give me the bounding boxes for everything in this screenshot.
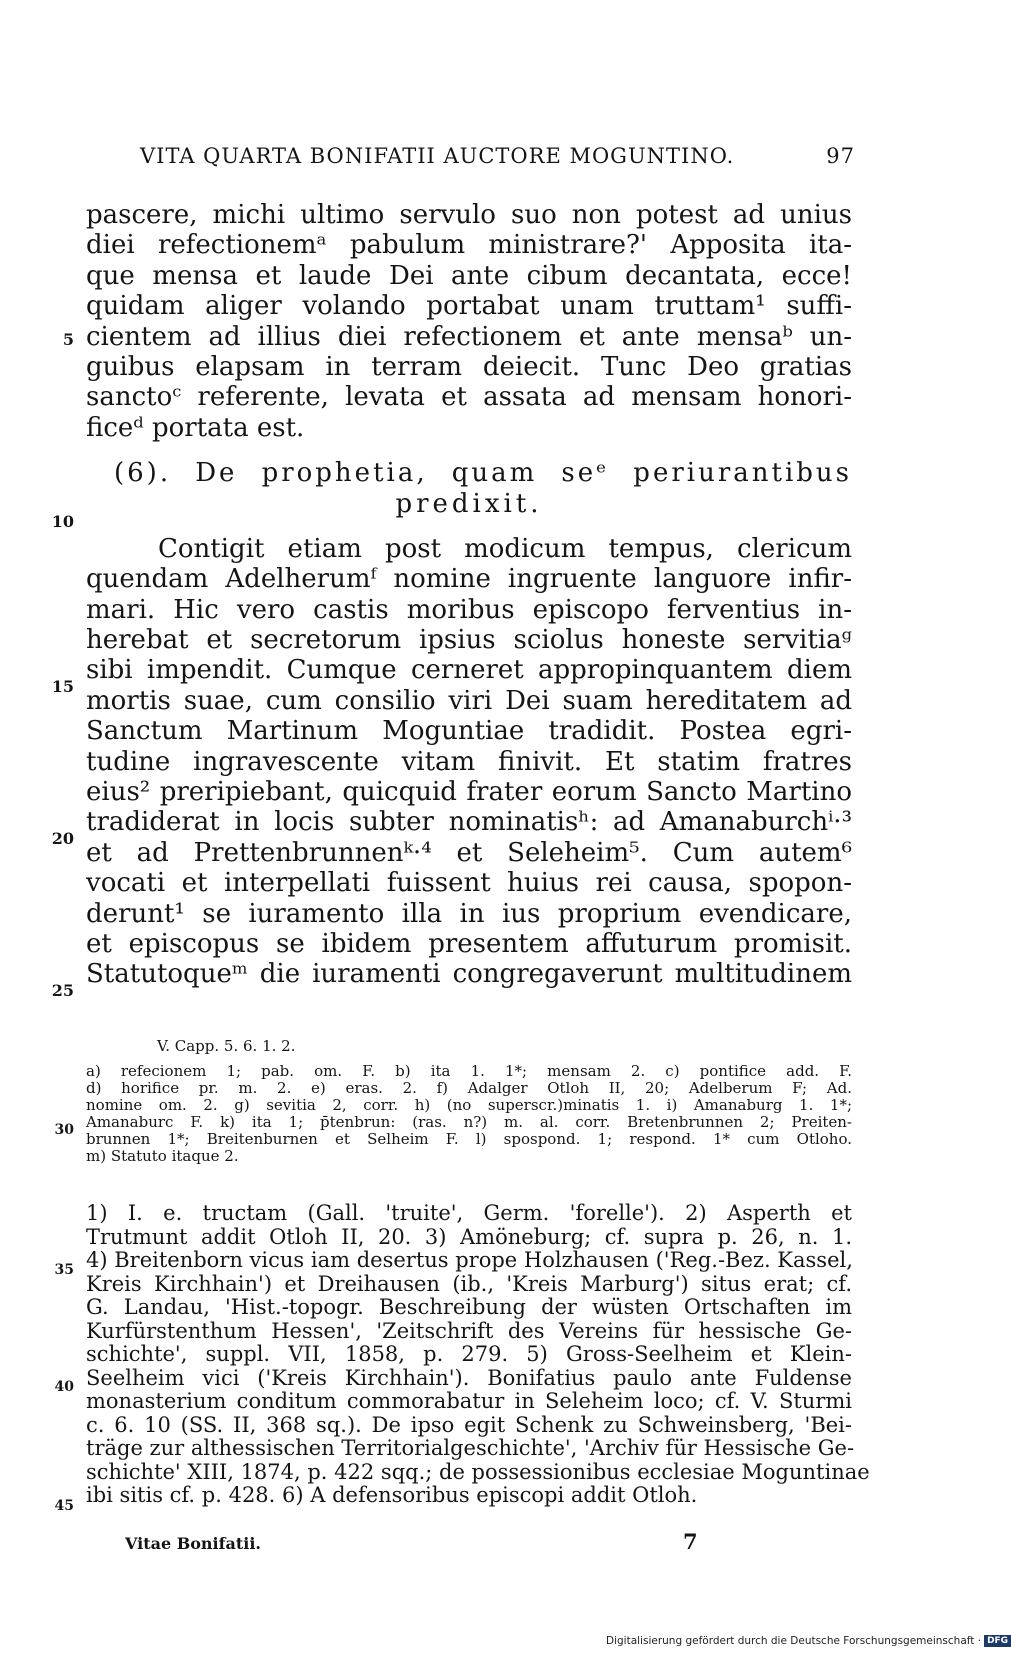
text-line: tudine ingravescente vitam finivit. Et statim fratres (86, 746, 852, 777)
funding-note (606, 1635, 1011, 1647)
text-line: et episcopus se ibidem presentem affuturum promisit. (86, 928, 852, 959)
text-line: que mensa et laude Dei ante cibum decantata, ecce! (86, 260, 852, 291)
text-line: quendam Adelherumᶠ nomine ingruente languore infir- (86, 564, 852, 595)
text-line: derunt¹ se iuramento illa in ius proprium evendicare, (86, 898, 852, 929)
line-number: 10 (51, 512, 74, 531)
footnote-line: 1) I. e. tructam (Gall. 'truite', Germ. 'forelle'). 2) Asperth et (86, 1201, 852, 1225)
chapter-heading: (6). De prophetia, quam seᵉ periurantibus (114, 458, 852, 489)
apparatus-line: a) refecionem 1; pab. om. F. b) ita 1. 1*; mensam 2. c) pontifice add. F. (86, 1062, 852, 1080)
footnote-line: Seelheim vici ('Kreis Kirchhain'). Bonifatius paulo ante Fuldense (86, 1365, 852, 1390)
page-number: 97 (826, 144, 855, 168)
line-number: 45 (54, 1498, 74, 1514)
text-line: mortis suae, cum consilio viri Dei suam hereditatem ad (86, 685, 852, 716)
footnote-line: G. Landau, 'Hist.-topogr. Beschreibung der wüsten Ortschaften im (86, 1295, 852, 1319)
text-line: ficeᵈ portata est. (86, 412, 305, 443)
running-header (140, 139, 855, 173)
text-line: mari. Hic vero castis moribus episcopo ferventius in- (86, 594, 852, 625)
text-line: sibi impendit. Cumque cerneret appropinquantem diem (86, 655, 852, 686)
text-line: Statutoqueᵐ die iuramenti congregaverunt multitudinem (86, 959, 852, 990)
line-number: 5 (62, 330, 74, 349)
main-text (86, 200, 852, 990)
line-number: 20 (51, 829, 74, 848)
footnote-line: ibi sitis cf. p. 428. 6) A defensoribus episcopi addit Otloh. (86, 1483, 698, 1507)
signature-mark: Vitae Bonifatii. (125, 1534, 261, 1553)
apparatus-line: d) horifice pr. m. 2. e) eras. 2. f) Adalger Otloh II, 20; Adelberum F; Ad. (86, 1079, 852, 1097)
text-line: vocati et interpellati fuissent huius rei causa, spopon- (86, 868, 852, 899)
footnote-line: schichte' XIII, 1874, p. 422 sqq.; de possessionibus ecclesiae Moguntinae (86, 1459, 870, 1484)
footnote-line: monasterium conditum commorabatur in Seleheim loco; cf. V. Sturmi (86, 1389, 852, 1413)
footnote-line: 4) Breitenborn vicus iam desertus prope Holzhausen ('Reg.-Bez. Kassel, (86, 1248, 853, 1272)
footnotes (86, 1201, 870, 1508)
text-line: sanctoᶜ referente, levata et assata ad mensam honori- (86, 382, 852, 413)
apparatus-line: brunnen 1*; Breitenburnen et Selheim F. l) spospond. 1; respond. 1* cum Otloho. (86, 1130, 852, 1148)
footnote-line: Trutmunt addit Otloh II, 20. 3) Amöneburg; cf. supra p. 26, n. 1. (86, 1224, 852, 1249)
manuscript-sigla: V. Capp. 5. 6. 1. 2. (157, 1037, 296, 1055)
chapter-heading-cont: predixit. (395, 488, 543, 519)
text-line: diei refectionemᵃ pabulum ministrare?' Apposita ita- (86, 230, 852, 261)
footnote-line: Kurfürstenthum Hessen', 'Zeitschrift des Vereins für hessische Ge- (86, 1318, 852, 1343)
footnote-line: c. 6. 10 (SS. II, 368 sq.). De ipso egit Schenk zu Schweinsberg, 'Bei- (86, 1412, 852, 1437)
text-line: Contigit etiam post modicum tempus, clericum (158, 533, 852, 564)
apparatus-line: Amanaburc F. k) ita 1; p̄tenbrun: (ras. n?) m. al. corr. Bretenbrunnen 2; Preiten- (86, 1113, 852, 1131)
running-title: VITA QUARTA BONIFATII AUCTORE MOGUNTINO. (140, 144, 735, 168)
text-line: eius² preripiebant, quicquid frater eorum Sancto Martino (86, 777, 852, 808)
line-number: 35 (54, 1262, 74, 1278)
text-line: herebat et secretorum ipsius sciolus honeste servitiaᵍ (86, 625, 852, 656)
critical-apparatus (86, 1063, 852, 1165)
line-number: 40 (54, 1379, 74, 1395)
text-line: guibus elapsam in terram deiecit. Tunc Deo gratias (86, 351, 852, 382)
apparatus-line: nomine om. 2. g) sevitia 2, corr. h) (no superscr.)minatis 1. i) Amanaburg 1. 1*; (86, 1096, 852, 1114)
line-number: 30 (54, 1122, 74, 1138)
text-line: cientem ad illius diei refectionem et ante mensaᵇ un- (86, 321, 852, 352)
text-line: pascere, michi ultimo servulo suo non potest ad unius (86, 200, 852, 230)
footnote-line: träge zur althessischen Territorialgeschichte', 'Archiv für Hessische Ge- (86, 1436, 855, 1460)
line-number: 15 (51, 677, 74, 696)
line-number: 25 (51, 981, 74, 1000)
apparatus-line: m) Statuto itaque 2. (86, 1147, 239, 1165)
footnote-line: schichte', suppl. VII, 1858, p. 279. 5) Gross-Seelheim et Klein- (86, 1342, 852, 1366)
text-line: quidam aliger volando portabat unam truttam¹ suffi- (86, 291, 852, 322)
funding-text: Digitalisierung gefördert durch die Deutsche Forschungsgemeinschaft · (606, 1635, 982, 1647)
text-line: Sanctum Martinum Moguntiae tradidit. Postea egri- (86, 716, 852, 747)
text-line: tradiderat in locis subter nominatisʰ: ad Amanaburchⁱ·³ (86, 807, 852, 838)
text-line: et ad Prettenbrunnenᵏ·⁴ et Seleheim⁵. Cum autem⁶ (86, 837, 852, 868)
sheet-number: 7 (683, 1529, 698, 1554)
footnote-line: Kreis Kirchhain') et Dreihausen (ib., 'Kreis Marburg') situs erat; cf. (86, 1271, 852, 1296)
dfg-logo: DFG (984, 1635, 1011, 1647)
